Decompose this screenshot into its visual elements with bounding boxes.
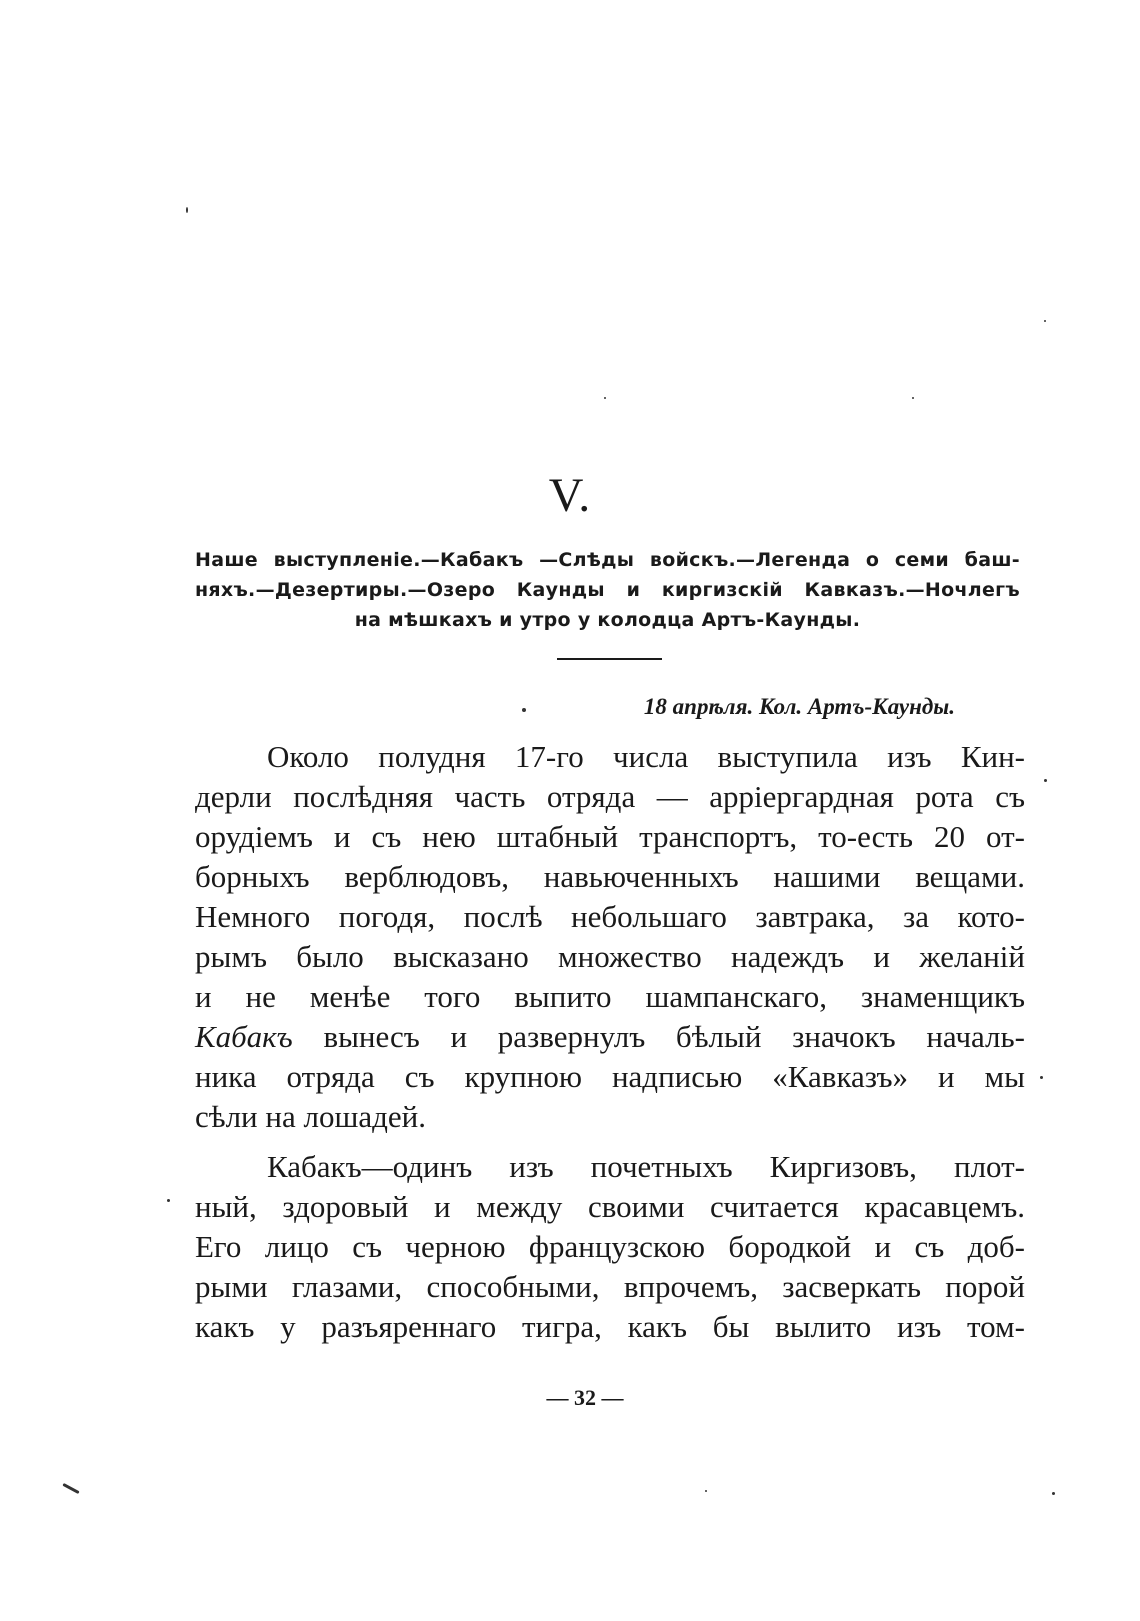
page-number: — 32 — — [546, 1385, 624, 1410]
text-line: Около полудня 17-го числа выступила изъ Кин- — [267, 739, 1025, 774]
scan-speck — [1040, 1076, 1043, 1079]
scan-speck — [167, 1199, 170, 1202]
text-line: Его лицо съ черною французскою бородкой и съ доб- — [195, 1229, 1025, 1264]
paragraph-gap — [195, 1137, 1025, 1147]
summary-line: няхъ.—Дезертиры.—Озеро Каунды и киргизскій Кавказъ.—Ночлегъ — [195, 579, 1020, 601]
text-line: Кабакъ—одинъ изъ почетныхъ Киргизовъ, плот- — [267, 1149, 1025, 1184]
scan-speck — [186, 207, 188, 213]
scan-speck — [1052, 1492, 1055, 1495]
dateline: 18 апрѣля. Кол. Артъ-Каунды. — [643, 694, 955, 719]
chapter-number: V. — [548, 469, 592, 522]
text-line: дерли послѣдняя часть отряда — арріергардная рота съ — [195, 779, 1025, 814]
scan-speck — [1044, 320, 1046, 322]
text-line: рыми глазами, способными, впрочемъ, засверкать порой — [195, 1269, 1025, 1304]
text-line: ника отряда съ крупною надписью «Кавказъ» и мы — [195, 1059, 1025, 1094]
scan-speck — [1044, 779, 1047, 782]
scan-speck — [522, 708, 526, 712]
text-line: какъ у разъяреннаго тигра, какъ бы вылито изъ том- — [195, 1309, 1025, 1344]
text-line: рымъ было высказано множество надеждъ и желаній — [195, 939, 1025, 974]
scan-speck — [705, 1490, 707, 1492]
scan-speck — [62, 1483, 79, 1494]
summary-line: на мѣшкахъ и утро у колодца Артъ-Каунды. — [354, 609, 861, 631]
chapter-summary — [195, 545, 1020, 635]
section-divider — [557, 658, 662, 660]
text-line — [195, 1017, 1025, 1057]
text-line: и не менѣе того выпито шампанскаго, знаменщикъ — [195, 979, 1025, 1014]
italic-name: Кабакъ — [195, 1019, 293, 1054]
text-fragment: вынесъ и развернулъ бѣлый значокъ началь- — [292, 1019, 1025, 1054]
text-line: ный, здоровый и между своими считается красавцемъ. — [195, 1189, 1025, 1224]
text-line: Немного погодя, послѣ небольшаго завтрака, за кото- — [195, 899, 1025, 934]
body-text — [195, 737, 1025, 1347]
text-line: борныхъ верблюдовъ, навьюченныхъ нашими вещами. — [195, 859, 1025, 894]
scan-speck — [604, 397, 606, 399]
text-line: орудіемъ и съ нею штабный транспортъ, то-есть 20 от- — [195, 819, 1025, 854]
summary-line: Наше выступленіе.—Кабакъ —Слѣды войскъ.—Легенда о семи баш- — [195, 549, 1020, 571]
scan-speck — [912, 397, 914, 399]
text-line: сѣли на лошадей. — [195, 1099, 426, 1134]
